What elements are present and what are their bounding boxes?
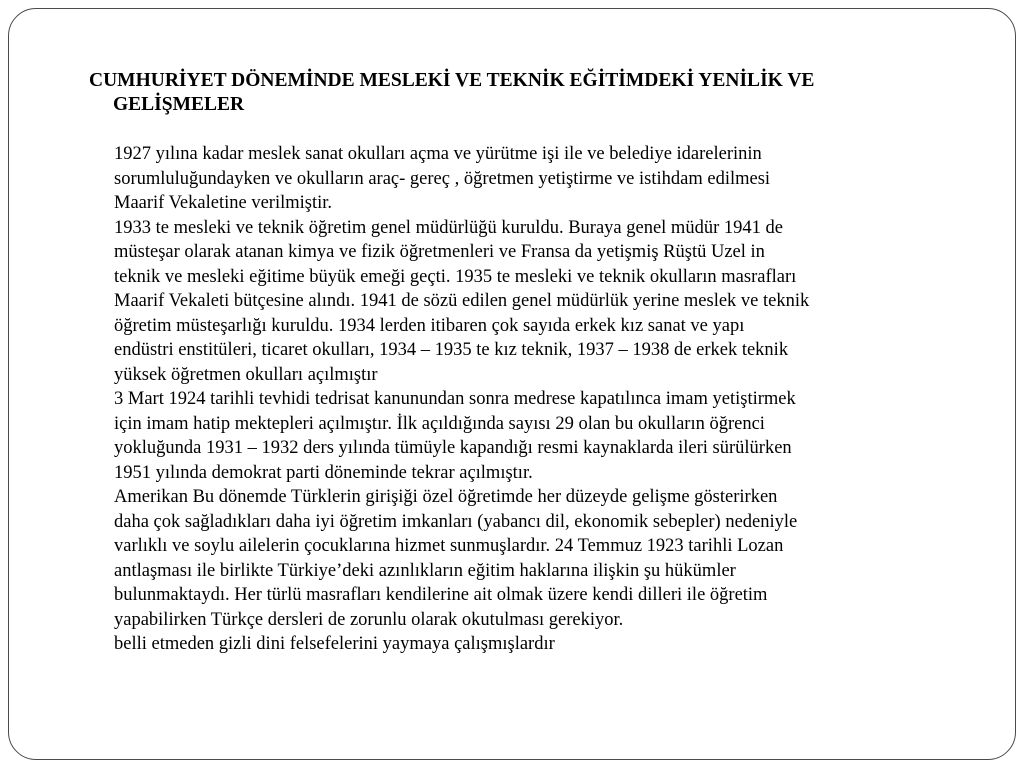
body-line: bulunmaktaydı. Her türlü masrafları kendilerine ait olmak üzere kendi dilleri ile öğretim [114,585,768,605]
body-line: 1927 yılına kadar meslek sanat okulları açma ve yürütme işi ile ve belediye idarelerinin [114,144,762,164]
body-line: yapabilirken Türkçe dersleri de zorunlu olarak okutulması gerekiyor. [114,609,624,630]
body-line: yokluğunda 1931 – 1932 ders yılında tümüyle kapandığı resmi kaynaklarda ileri sürülürken [114,438,792,458]
body-line: teknik ve mesleki eğitime büyük emeği geçti. 1935 te mesleki ve teknik okulların masrafları [114,266,797,287]
body-line: varlıklı ve soylu ailelerin çocuklarına hizmet sunmuşlardır. 24 Temmuz 1923 tarihli Lozan [114,536,784,556]
body-line: yüksek öğretmen okulları açılmıştır [114,364,378,385]
slide-body [114,142,994,657]
body-line: Amerikan Bu dönemde Türklerin girişiği özel öğretimde her düzeyde gelişme gösterirken [114,487,778,507]
body-line: 3 Mart 1924 tarihli tevhidi tedrisat kanunundan sonra medrese kapatılınca imam yetiştirmek [114,389,796,409]
body-line: 1951 yılında demokrat parti döneminde tekrar açılmıştır. [114,462,533,483]
body-line: sorumluluğundayken ve okulların araç- gereç , öğretmen yetiştirme ve istihdam edilmesi [114,168,771,189]
slide-title-line-2: GELİŞMELER [113,94,245,115]
body-line: öğretim müsteşarlığı kuruldu. 1934 lerden itibaren çok sayıda erkek kız sanat ve yapı [114,315,745,336]
slide-title [89,69,929,117]
body-line: 1933 te mesleki ve teknik öğretim genel müdürlüğü kuruldu. Buraya genel müdür 1941 de [114,217,783,238]
body-line: daha çok sağladıkları daha iyi öğretim imkanları (yabancı dil, ekonomik sebepler) nedeniyle [114,511,798,532]
body-line: için imam hatip mektepleri açılmıştır. İlk açıldığında sayısı 29 olan bu okulların öğrenci [114,413,765,434]
body-line: Maarif Vekaleti bütçesine alındı. 1941 de sözü edilen genel müdürlük yerine meslek ve teknik [114,291,810,311]
body-line: antlaşması ile birlikte Türkiye’deki azınlıkların eğitim haklarına ilişkin şu hükümler [114,560,736,581]
slide-frame [8,8,1016,760]
slide-title-line-1: CUMHURİYET DÖNEMİNDE MESLEKİ VE TEKNİK EĞİTİMDEKİ YENİLİK VE [89,70,815,91]
body-line: Maarif Vekaletine verilmiştir. [114,193,332,213]
body-line: müsteşar olarak atanan kimya ve fizik öğretmenleri ve Fransa da yetişmiş Rüştü Uzel in [114,242,765,262]
body-line: belli etmeden gizli dini felsefelerini yaymaya çalışmışlardır [114,634,555,654]
body-line: endüstri enstitüleri, ticaret okulları, 1934 – 1935 te kız teknik, 1937 – 1938 de erkek teknik [114,340,789,360]
